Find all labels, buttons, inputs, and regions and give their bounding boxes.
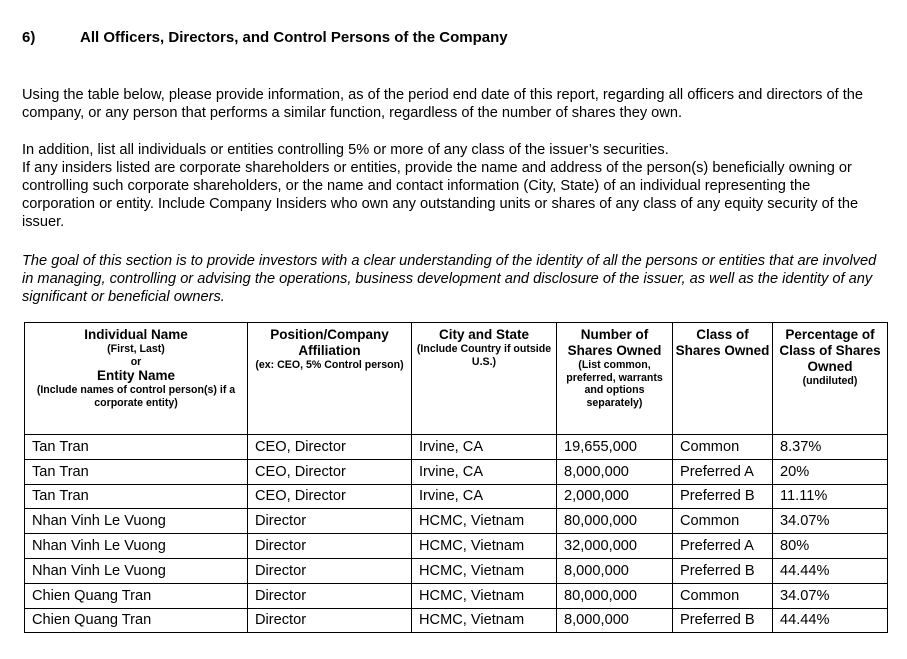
header-number-of-shares: Number of Shares Owned (List common, preferred, warrants and options separately)	[557, 323, 673, 435]
cell-class: Common	[673, 583, 773, 608]
cell-name: Chien Quang Tran	[25, 608, 248, 633]
cell-class: Common	[673, 509, 773, 534]
header-position: Position/Company Affiliation (ex: CEO, 5% Control person)	[248, 323, 412, 435]
cell-shares: 2,000,000	[557, 484, 673, 509]
cell-name: Nhan Vinh Le Vuong	[25, 534, 248, 559]
cell-position: Director	[248, 558, 412, 583]
cell-name: Nhan Vinh Le Vuong	[25, 558, 248, 583]
cell-percent: 34.07%	[773, 509, 888, 534]
table-row	[25, 459, 888, 484]
cell-city: Irvine, CA	[412, 435, 557, 460]
table-header-row	[25, 323, 888, 435]
instructions-paragraph: Using the table below, please provide information, as of the period end date of this report, regarding all officers and directors of the company, or any person that performs a similar function, regardless of the number of shares they own.	[22, 87, 863, 121]
cell-city: HCMC, Vietnam	[412, 583, 557, 608]
cell-percent: 80%	[773, 534, 888, 559]
cell-shares: 8,000,000	[557, 558, 673, 583]
cell-percent: 11.11%	[773, 484, 888, 509]
control-persons-sentence: In addition, list all individuals or entities controlling 5% or more of any class of the issuer’s securities.	[22, 142, 669, 158]
table-row	[25, 583, 888, 608]
section-number: 6)	[22, 29, 36, 46]
cell-percent: 44.44%	[773, 558, 888, 583]
cell-shares: 19,655,000	[557, 435, 673, 460]
cell-shares: 80,000,000	[557, 583, 673, 608]
section-heading	[22, 29, 508, 46]
cell-percent: 44.44%	[773, 608, 888, 633]
cell-name: Tan Tran	[25, 484, 248, 509]
cell-shares: 32,000,000	[557, 534, 673, 559]
cell-position: CEO, Director	[248, 484, 412, 509]
cell-position: Director	[248, 509, 412, 534]
cell-percent: 20%	[773, 459, 888, 484]
cell-class: Preferred B	[673, 558, 773, 583]
cell-shares: 8,000,000	[557, 608, 673, 633]
cell-city: HCMC, Vietnam	[412, 558, 557, 583]
cell-position: CEO, Director	[248, 459, 412, 484]
cell-position: Director	[248, 583, 412, 608]
cell-shares: 8,000,000	[557, 459, 673, 484]
cell-class: Preferred A	[673, 459, 773, 484]
corporate-insiders-sentence: If any insiders listed are corporate shareholders or entities, provide the name and address of the person(s) beneficially owning or controlling such corporate shareholders, or the name and contact information (City, State) of an individual representing the corporation or entity. Include Company Insiders who own any outstanding units or shares of any class of any equity security of the issuer.	[22, 160, 859, 230]
cell-city: HCMC, Vietnam	[412, 608, 557, 633]
cell-position: Director	[248, 608, 412, 633]
header-individual-name: Individual Name (First, Last) or Entity Name (Include names of control person(s) if a corporate entity)	[25, 323, 248, 435]
cell-shares: 80,000,000	[557, 509, 673, 534]
table-row	[25, 509, 888, 534]
section-title: All Officers, Directors, and Control Persons of the Company	[80, 29, 508, 46]
additional-instructions	[22, 141, 882, 231]
table-row	[25, 558, 888, 583]
goal-paragraph: The goal of this section is to provide investors with a clear understanding of the identity of all the persons or entities that are involved in managing, controlling or advising the operations, business development and disclosure of the issuer, as well as the identity of any significant or beneficial owners.	[22, 253, 877, 305]
cell-city: HCMC, Vietnam	[412, 509, 557, 534]
cell-name: Tan Tran	[25, 435, 248, 460]
officers-directors-table	[24, 322, 888, 633]
header-percentage: Percentage of Class of Shares Owned (undiluted)	[773, 323, 888, 435]
cell-class: Preferred B	[673, 608, 773, 633]
cell-name: Nhan Vinh Le Vuong	[25, 509, 248, 534]
table-row	[25, 435, 888, 460]
cell-name: Chien Quang Tran	[25, 583, 248, 608]
table-row	[25, 534, 888, 559]
cell-position: Director	[248, 534, 412, 559]
cell-class: Preferred B	[673, 484, 773, 509]
cell-city: Irvine, CA	[412, 484, 557, 509]
header-class-of-shares: Class of Shares Owned	[673, 323, 773, 435]
header-city-state: City and State (Include Country if outside U.S.)	[412, 323, 557, 435]
cell-city: HCMC, Vietnam	[412, 534, 557, 559]
table-row	[25, 608, 888, 633]
table-row	[25, 484, 888, 509]
cell-city: Irvine, CA	[412, 459, 557, 484]
cell-class: Common	[673, 435, 773, 460]
cell-class: Preferred A	[673, 534, 773, 559]
cell-percent: 34.07%	[773, 583, 888, 608]
cell-name: Tan Tran	[25, 459, 248, 484]
cell-position: CEO, Director	[248, 435, 412, 460]
cell-percent: 8.37%	[773, 435, 888, 460]
